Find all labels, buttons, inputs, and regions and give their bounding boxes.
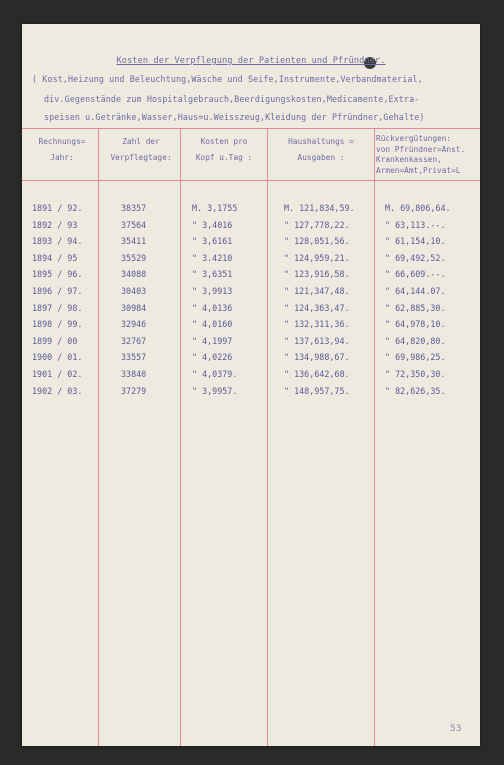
cell-expenses: " 148,957,75. xyxy=(284,385,350,396)
cell-refunds: " 72,350,30. xyxy=(385,368,446,379)
cell-expenses: " 121,347,48. xyxy=(284,285,350,296)
cell-refunds: " 61,154,10. xyxy=(385,236,446,247)
cell-year: 1900 / 01. xyxy=(32,352,83,363)
cell-expenses: " 127,778,22. xyxy=(284,219,350,230)
cell-expenses: " 132,311,36. xyxy=(284,319,350,330)
cell-refunds: " 62,885,30. xyxy=(385,302,446,313)
table-row xyxy=(22,316,480,333)
cell-days: 37564 xyxy=(121,219,147,230)
cell-expenses: " 123,916,58. xyxy=(284,269,350,280)
cell-refunds: " 69,986,25. xyxy=(385,352,446,363)
cell-days: 33840 xyxy=(121,368,147,379)
cell-days: 30984 xyxy=(121,302,147,313)
table-row xyxy=(22,366,480,383)
cell-cost: " 4,1997 xyxy=(192,335,233,346)
table-row xyxy=(22,200,480,217)
cell-refunds: " 64,820,80. xyxy=(385,335,446,346)
cell-cost: " 3,9957. xyxy=(192,385,238,396)
cell-cost: " 3.4210 xyxy=(192,252,233,263)
cell-cost: " 3,6351 xyxy=(192,269,233,280)
cell-refunds: " 64,978,10. xyxy=(385,319,446,330)
cell-expenses: " 137,613,94. xyxy=(284,335,350,346)
cell-expenses: " 124,959,21. xyxy=(284,252,350,263)
cell-year: 1894 / 95 xyxy=(32,252,78,263)
cell-expenses: " 128,051,56. xyxy=(284,236,350,247)
document-title: Kosten der Verpflegung der Patienten und Pfründner. xyxy=(116,56,386,66)
table-row xyxy=(22,266,480,283)
cell-year: 1896 / 97. xyxy=(32,285,83,296)
subtitle-line-3: speisen u.Getränke,Wasser,Haus=u.Weisszeug,Kleidung der Pfründner,Gehalte) xyxy=(44,112,425,122)
table-row xyxy=(22,349,480,366)
cell-cost: " 3,9913 xyxy=(192,285,233,296)
cell-days: 30403 xyxy=(121,285,147,296)
cell-cost: " 3,4016 xyxy=(192,219,233,230)
cell-days: 34088 xyxy=(121,269,147,280)
cell-cost: " 4,0226 xyxy=(192,352,233,363)
cell-cost: M. 3,1755 xyxy=(192,203,238,213)
cell-year: 1899 / 00 xyxy=(32,335,78,346)
subtitle-line-1: ( Kost,Heizung und Beleuchtung,Wäsche und Seife,Instrumente,Verbandmaterial, xyxy=(32,74,423,84)
cell-expenses: " 134,988,67. xyxy=(284,352,350,363)
cell-year: 1895 / 96. xyxy=(32,269,83,280)
table-row xyxy=(22,283,480,300)
table-row xyxy=(22,217,480,234)
header-bottom-rule xyxy=(22,180,480,181)
header-cost: Kosten pro Kopf u.Tag : xyxy=(195,137,253,162)
cell-days: 32946 xyxy=(121,319,147,330)
cell-refunds: " 69,492,52. xyxy=(385,252,446,263)
cell-days: 38357 xyxy=(121,203,147,213)
cell-year: 1891 / 92. xyxy=(32,203,83,213)
cell-refunds: " 82,626,35. xyxy=(385,385,446,396)
cell-year: 1892 / 93 xyxy=(32,219,78,230)
cell-year: 1897 / 98. xyxy=(32,302,83,313)
cell-year: 1902 / 03. xyxy=(32,385,83,396)
document-page xyxy=(22,24,480,746)
cell-days: 35411 xyxy=(121,236,147,247)
subtitle-line-2: div.Gegenstände zum Hospitalgebrauch,Beerdigungskosten,Medicamente,Extra- xyxy=(44,94,420,104)
cell-days: 35529 xyxy=(121,252,147,263)
header-refunds: Rückvergütungen: von Pfründner=Anst. Krankenkassen, Armen=Amt,Privat=L xyxy=(376,134,466,175)
cell-expenses: " 136,642,68. xyxy=(284,368,350,379)
table-top-rule xyxy=(22,128,480,129)
table-body xyxy=(22,200,480,399)
cell-days: 37279 xyxy=(121,385,147,396)
cell-year: 1898 / 99. xyxy=(32,319,83,330)
table-row xyxy=(22,333,480,350)
cell-refunds: " 66,609.--. xyxy=(385,269,446,280)
cell-refunds: " 64,144.07. xyxy=(385,285,446,296)
cell-expenses: M. 121,834,59. xyxy=(284,203,355,213)
cell-refunds: " 63,113.--. xyxy=(385,219,446,230)
table-row xyxy=(22,383,480,400)
cell-year: 1893 / 94. xyxy=(32,236,83,247)
cell-cost: " 3,6161 xyxy=(192,236,233,247)
header-year: Rechnungs= Jahr: xyxy=(38,137,86,162)
page-number: 53 xyxy=(450,724,462,734)
cell-cost: " 4,0379. xyxy=(192,368,238,379)
header-days: Zahl der Verpflegtage: xyxy=(110,137,172,162)
header-expenses: Haushaltungs = Ausgaben : xyxy=(288,137,354,162)
table-row xyxy=(22,300,480,317)
cell-expenses: " 124,363,47. xyxy=(284,302,350,313)
table-row xyxy=(22,250,480,267)
cell-cost: " 4,0160 xyxy=(192,319,233,330)
cell-refunds: M. 69,806,64. xyxy=(385,203,451,213)
cell-cost: " 4,0136 xyxy=(192,302,233,313)
table-row xyxy=(22,233,480,250)
cell-days: 32767 xyxy=(121,335,147,346)
cell-days: 33557 xyxy=(121,352,147,363)
cell-year: 1901 / 02. xyxy=(32,368,83,379)
